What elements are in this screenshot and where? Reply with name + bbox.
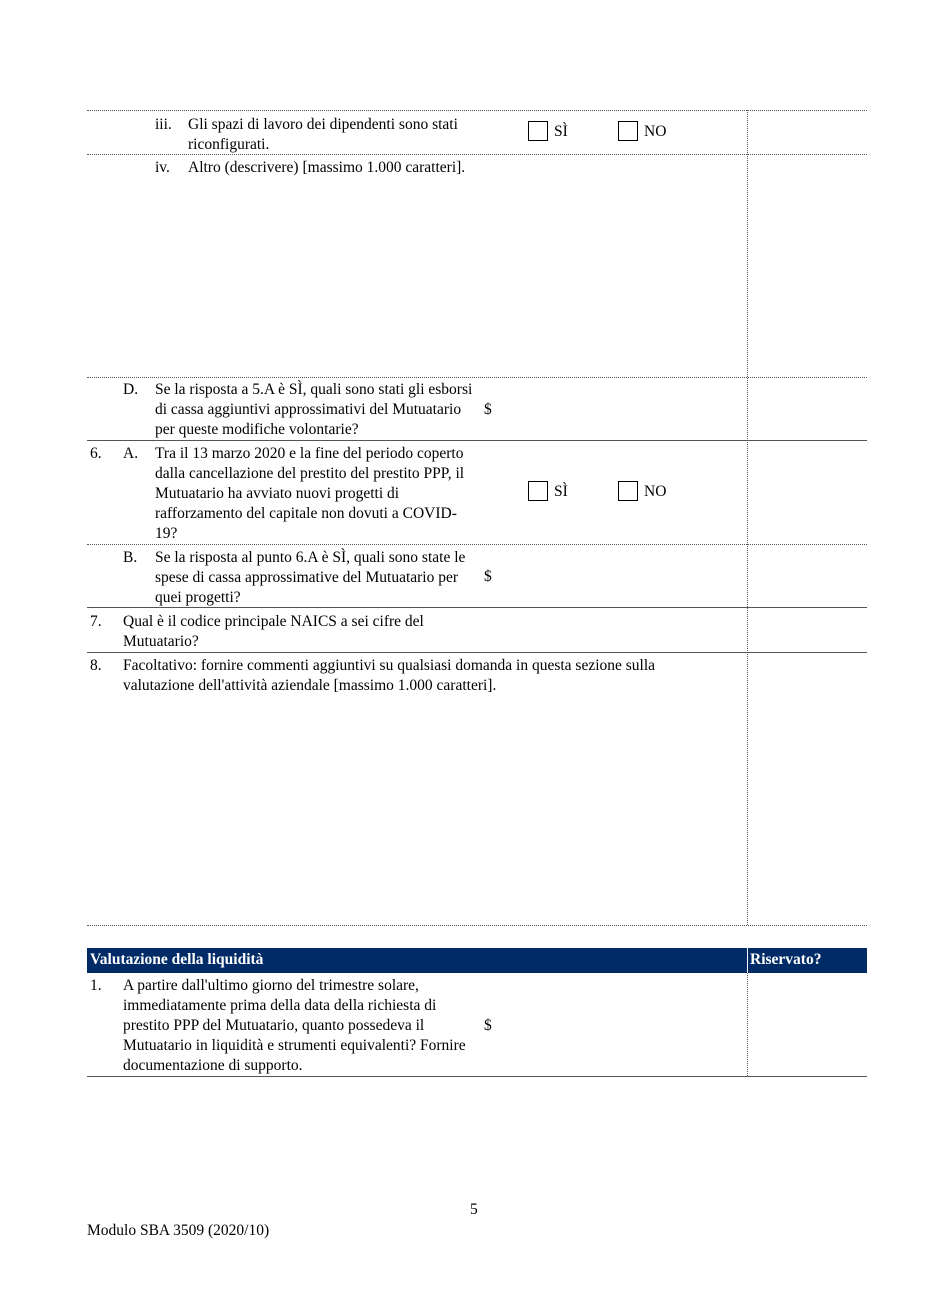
item-number: 1. [90,977,102,994]
comments-area[interactable] [123,702,735,917]
item-number: iii. [155,116,172,133]
yes-label: SÌ [554,483,568,500]
header-divider [747,948,748,973]
question-text: Se la risposta al punto 6.A è SÌ, quali sono state le spese di cassa approssimative del Mutuatario per quei progetti? [155,549,466,606]
item-number: 6. [90,445,102,462]
yes-label: SÌ [554,123,568,140]
question-text: Tra il 13 marzo 2020 e la fine del periodo coperto dalla cancellazione del prestito del prestito PPP, il Mutuatario ha avviato nuovi progetti di rafforzamento del capitale non dovuti a COVID-19? [155,445,465,542]
row-divider [87,1076,867,1077]
no-label: NO [644,123,667,140]
no-checkbox[interactable] [618,121,638,141]
item-number: iv. [155,159,170,176]
question-text: Se la risposta a 5.A è SÌ, quali sono stati gli esborsi di cassa aggiuntivi approssimativi del Mutuatario per queste modifiche volontarie? [155,381,473,438]
currency-symbol: $ [484,1017,492,1034]
reserved-column-header: Riservato? [750,951,822,968]
yes-checkbox[interactable] [528,121,548,141]
reserved-cell[interactable] [748,653,866,925]
item-letter: B. [123,549,138,566]
amount-field[interactable] [496,1014,736,1036]
reserved-cell[interactable] [748,155,866,377]
reserved-cell[interactable] [748,608,866,652]
description-area[interactable] [188,185,743,370]
item-number: 8. [90,657,102,674]
question-text: Qual è il codice principale NAICS a sei cifre del Mutuatario? [123,613,424,650]
no-checkbox[interactable] [618,481,638,501]
item-number: 7. [90,613,102,630]
reserved-cell[interactable] [748,441,866,544]
item-letter: A. [123,445,139,462]
reserved-cell[interactable] [748,974,866,1076]
question-text: A partire dall'ultimo giorno del trimestre solare, immediatamente prima della data della richiesta di prestito PPP del Mutuatario, quanto possedeva il Mutuatario in liquidità e strumenti equivalenti? Fornire documentazione di supporto. [123,977,466,1074]
no-label: NO [644,483,667,500]
amount-field[interactable] [496,565,736,587]
section-title: Valutazione della liquidità [90,951,264,968]
question-text: Altro (descrivere) [massimo 1.000 caratteri]. [188,159,466,176]
naics-code-field[interactable] [484,620,736,642]
question-text: Gli spazi di lavoro dei dipendenti sono stati riconfigurati. [188,116,458,153]
question-text: Facoltativo: fornire commenti aggiuntivi su qualsiasi domanda in questa sezione sulla valutazione dell'attività aziendale [massimo 1.000 caratteri]. [123,657,656,694]
reserved-cell[interactable] [748,545,866,607]
currency-symbol: $ [484,401,492,418]
currency-symbol: $ [484,568,492,585]
section-header [87,948,867,973]
reserved-cell[interactable] [748,378,866,440]
form-identifier: Modulo SBA 3509 (2020/10) [87,1222,270,1239]
page-number: 5 [470,1201,478,1218]
amount-field[interactable] [496,398,736,420]
reserved-cell[interactable] [748,111,866,154]
row-divider [87,925,867,926]
item-letter: D. [123,381,139,398]
yes-checkbox[interactable] [528,481,548,501]
